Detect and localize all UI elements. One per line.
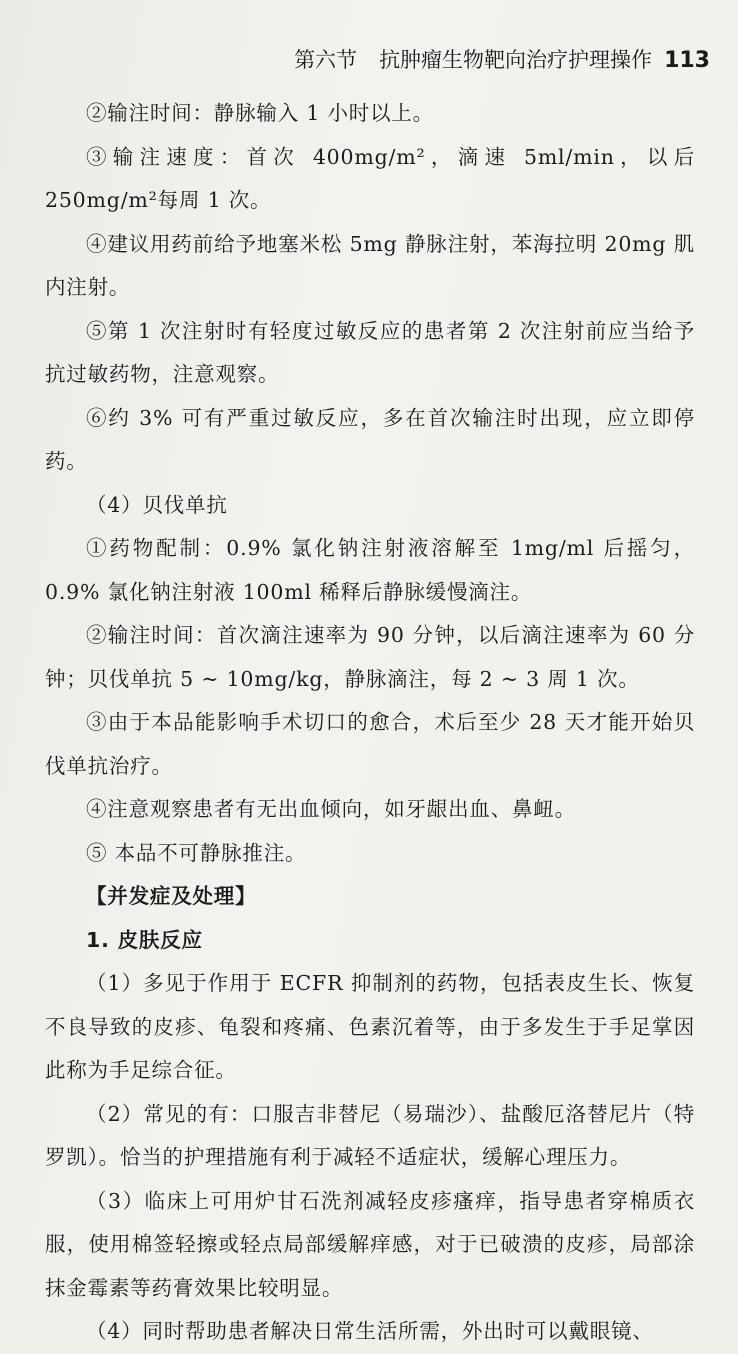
paragraph: ②输注时间：首次滴注速率为 90 分钟，以后滴注速率为 60 分钟；贝伐单抗 5 ~ 10mg/kg，静脉滴注，每 2 ~ 3 周 1 次。 <box>45 623 695 691</box>
section-heading: 【并发症及处理】 <box>86 884 257 908</box>
section-label: 第六节 <box>294 48 358 72</box>
paragraph: ⑤第 1 次注射时有轻度过敏反应的患者第 2 次注射前应当给予抗过敏药物，注意观察。 <box>45 318 695 386</box>
paragraph: ③由于本品能影响手术切口的愈合，术后至少 28 天才能开始贝伐单抗治疗。 <box>45 710 695 778</box>
paragraph: ②输注时间：静脉输入 1 小时以上。 <box>86 101 434 125</box>
body-text <box>45 92 695 1354</box>
paragraph: ③输注速度：首次 400mg/m²，滴速 5ml/min，以后 250mg/m²每周 1 次。 <box>45 144 695 212</box>
subheading: （4）贝伐单抗 <box>86 492 228 517</box>
paragraph: ①药物配制：0.9% 氯化钠注射液溶解至 1mg/ml 后摇匀，0.9% 氯化钠注射液 100ml 稀释后静脉缓慢滴注。 <box>45 536 695 604</box>
section-title: 抗肿瘤生物靶向治疗护理操作 <box>379 48 653 72</box>
paragraph: ⑤ 本品不可静脉推注。 <box>86 840 307 865</box>
paragraph: ⑥约 3% 可有严重过敏反应，多在首次输注时出现，应立即停药。 <box>45 405 695 473</box>
paragraph: ④建议用药前给予地塞米松 5mg 静脉注射，苯海拉明 20mg 肌内注射。 <box>45 231 695 299</box>
paragraph: （3）临床上可用炉甘石洗剂减轻皮疹瘙痒，指导患者穿棉质衣服，使用棉签轻擦或轻点局部缓解痒感，对于已破溃的皮疹，局部涂抹金霉素等药膏效果比较明显。 <box>45 1188 695 1300</box>
paragraph: （4）同时帮助患者解决日常生活所需，外出时可以戴眼镜、 <box>86 1319 654 1343</box>
paragraph: （1）多见于作用于 ECFR 抑制剂的药物，包括表皮生长、恢复不良导致的皮疹、龟裂和疼痛、色素沉着等，由于多发生于手足掌因此称为手足综合征。 <box>45 971 695 1082</box>
page-number: 113 <box>664 48 710 73</box>
paragraph: （2）常见的有：口服吉非替尼（易瑞沙）、盐酸厄洛替尼片（特罗凯）。恰当的护理措施有利于减轻不适症状，缓解心理压力。 <box>45 1101 695 1169</box>
running-header <box>80 44 710 74</box>
numbered-heading: 1. 皮肤反应 <box>86 927 203 952</box>
paragraph: ④注意观察患者有无出血倾向，如牙龈出血、鼻衄。 <box>86 797 576 821</box>
